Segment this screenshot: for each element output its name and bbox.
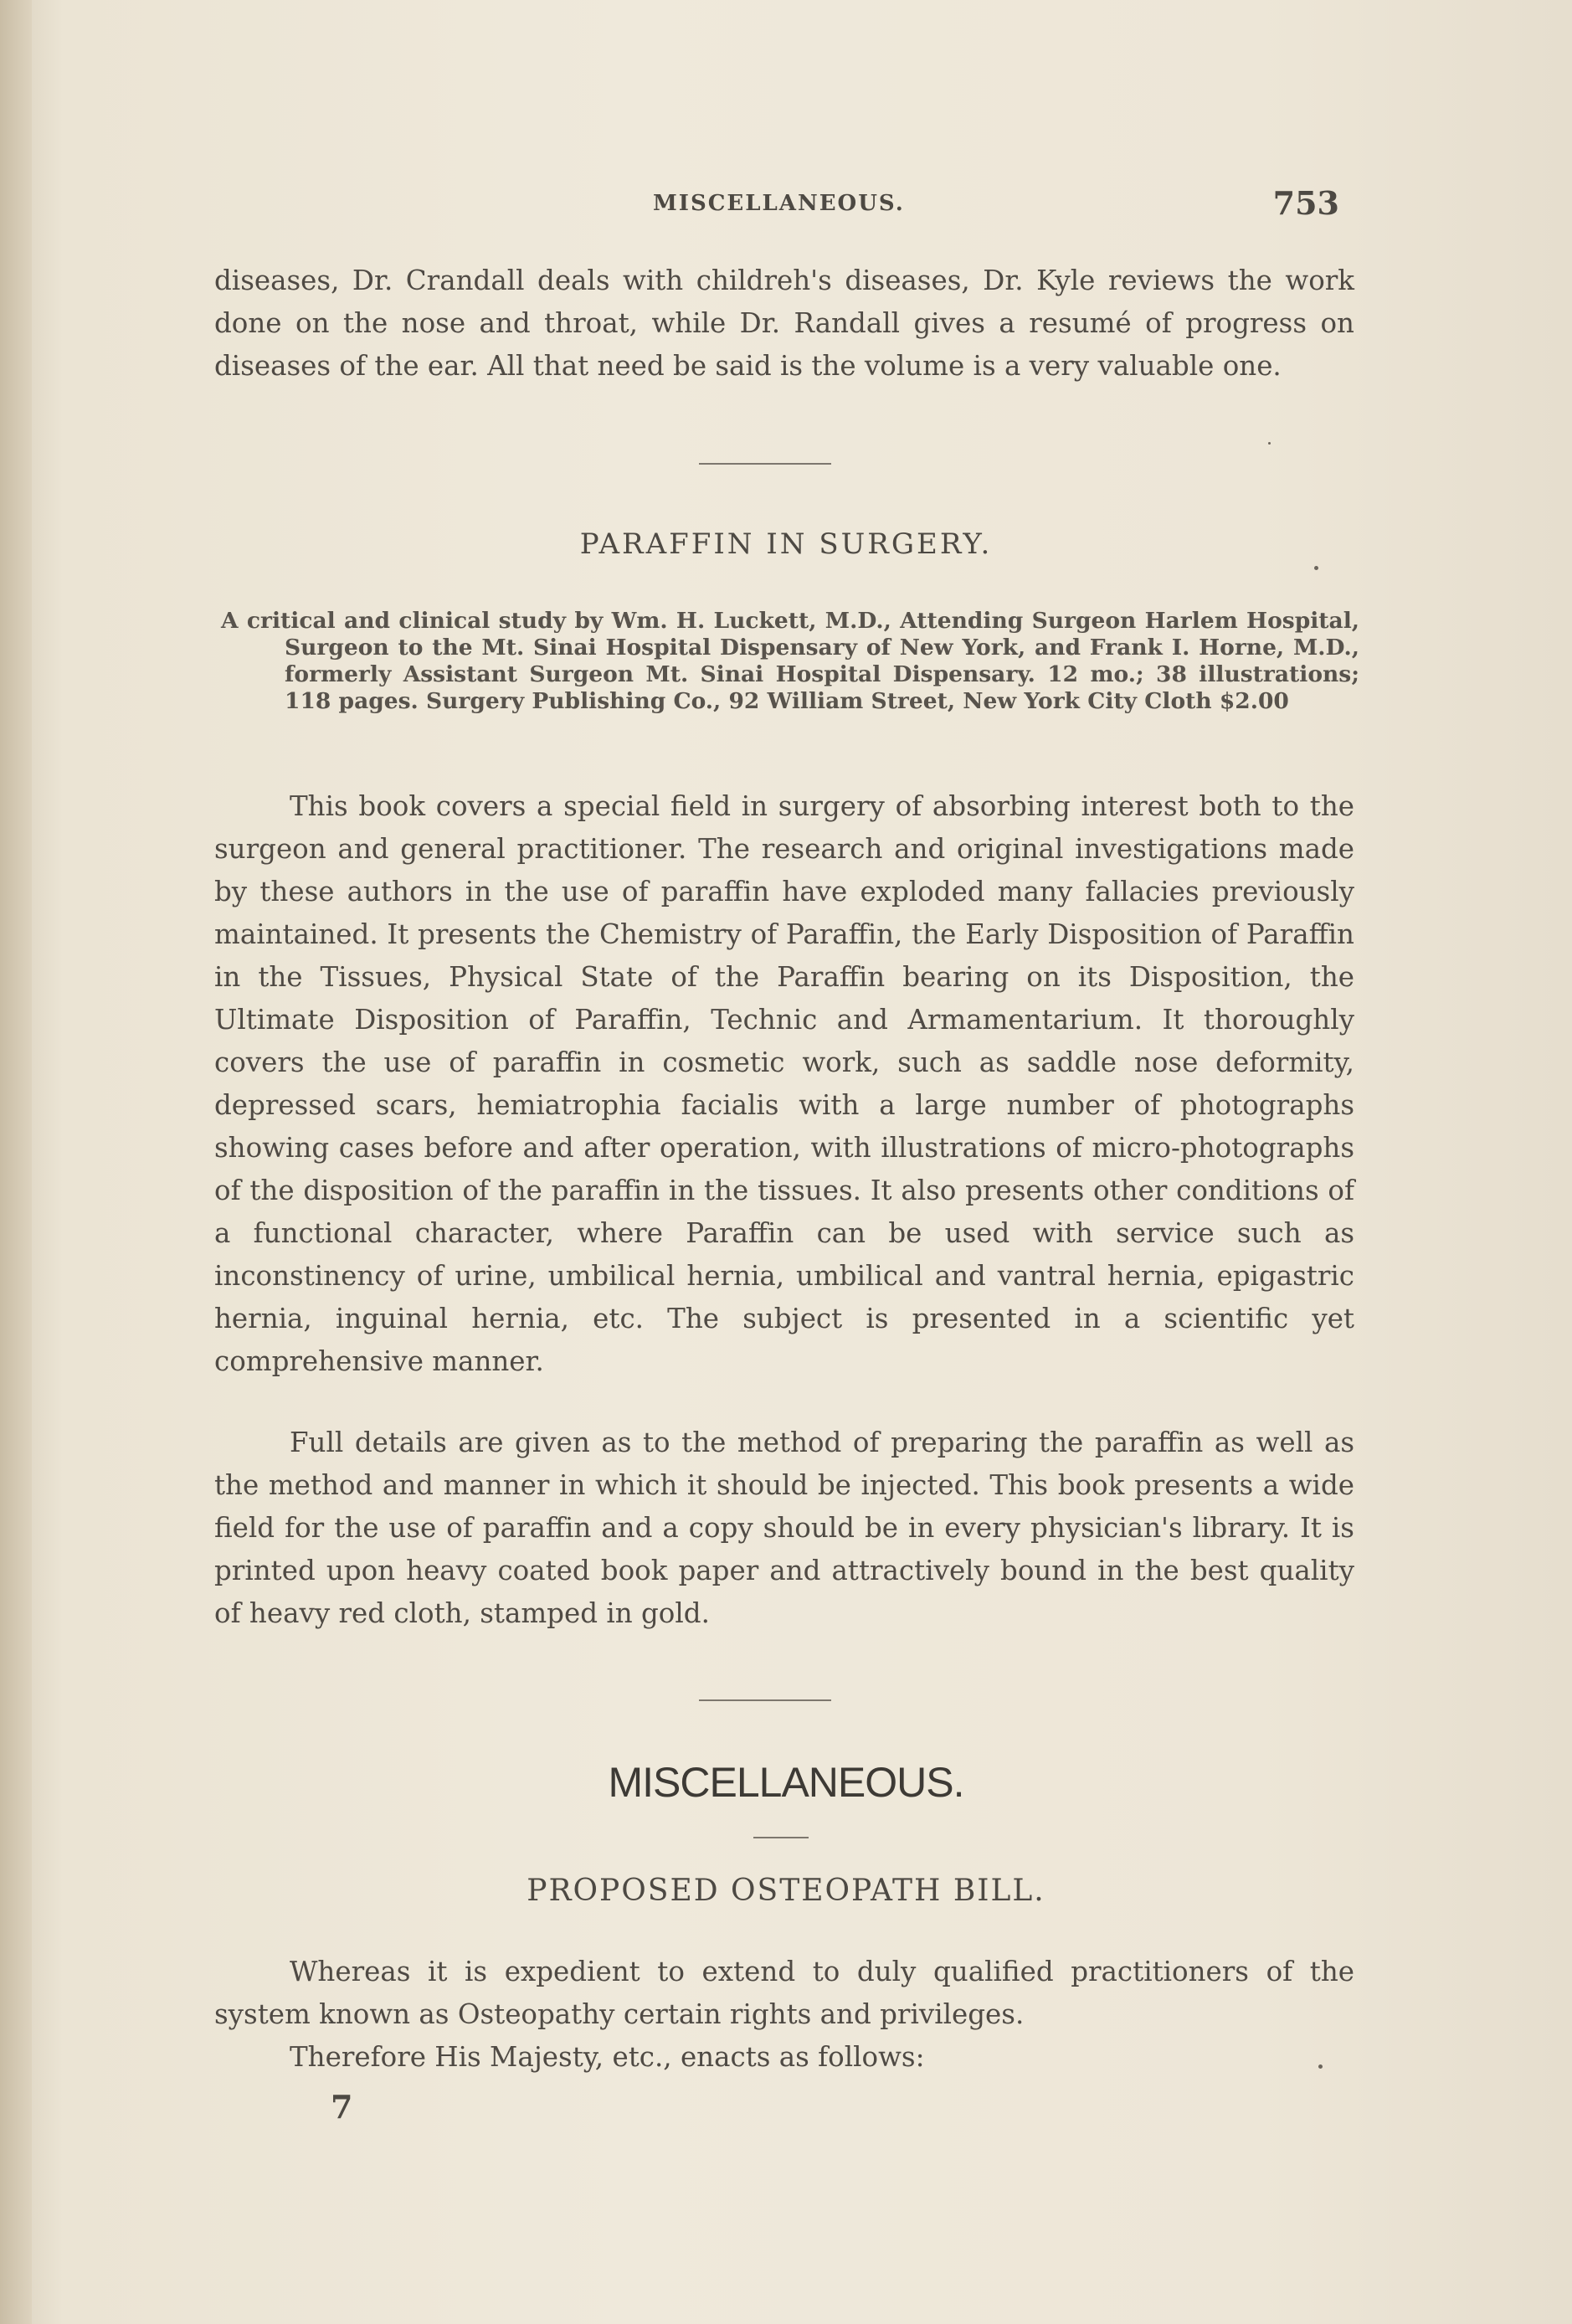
- signature-mark: 7: [331, 2088, 353, 2126]
- section-divider: [699, 1699, 831, 1701]
- section-divider: [699, 463, 831, 465]
- page-number: 753: [1272, 184, 1339, 222]
- intro-paragraph: diseases, Dr. Crandall deals with childreh's diseases, Dr. Kyle reviews the work done on the nose and throat, while Dr. Randall gives a resumé of progress on diseases of the ear. All that need be said is the volume is a very valuable one.: [214, 265, 1354, 382]
- running-head: MISCELLANEOUS.: [653, 191, 905, 216]
- review-paragraph-2: Full details are given as to the method of preparing the paraffin as well as the method and manner in which it should be injected. This book presents a wide field for the use of paraffin and a copy should be in every physician's library. It is printed upon heavy coated book paper and attractively bound in the best quality of heavy red cloth, stamped in gold.: [214, 1427, 1354, 1629]
- page-gutter: [0, 0, 32, 2324]
- miscellaneous-heading: MISCELLANEOUS.: [608, 1759, 964, 1806]
- bill-paragraph-1: Whereas it is expedient to extend to duly qualified practitioners of the system known as Osteopathy certain rights and privileges.: [214, 1956, 1354, 2030]
- paper-speck: [1268, 442, 1271, 445]
- paper-speck: [1314, 566, 1318, 570]
- paper-speck: [1318, 2064, 1323, 2069]
- bill-title: PROPOSED OSTEOPATH BILL.: [527, 1874, 1045, 1908]
- heading-underline: [753, 1837, 809, 1838]
- paraffin-review-title: PARAFFIN IN SURGERY.: [579, 527, 993, 561]
- page-header: [653, 184, 1339, 226]
- book-citation: A critical and clinical study by Wm. H. Luckett, M.D., Attending Surgeon Harlem Hospital, Surgeon to the Mt. Sinai Hospital Dispensary of New York, and Frank I. Horne, M.D., formerly Assistant Surgeon Mt. Sinai Hospital Dispensary. 12 mo.; 38 illustrations; 118 pages. Surgery Publishing Co., 92 William Street, New York City Cloth $2.00: [221, 608, 1359, 714]
- review-paragraph-1: This book covers a special field in surgery of absorbing interest both to the surgeon and general practitioner. The research and original investigations made by these authors in the use of paraffin have exploded many fallacies previously maintained. It presents the Chemistry of Paraffin, the Early Disposition of Paraffin in the Tissues, Physical State of the Paraffin bearing on its Disposition, the Ultimate Disposition of Paraffin, Technic and Armamentarium. It thoroughly covers the use of paraffin in cosmetic work, such as saddle nose deformity, depressed scars, hemiatrophia facialis with a large number of photographs showing cases before and after operation, with illustrations of micro-photographs of the disposition of the paraffin in the tissues. It also presents other conditions of a functional character, where Paraffin can be used with service such as inconstinency of urine, umbilical hernia, umbilical and vantral hernia, epigastric hernia, inguinal hernia, etc. The subject is presented in a scientific yet comprehensive manner.: [214, 790, 1354, 1377]
- bill-paragraph-2: Therefore His Majesty, etc., enacts as follows:: [290, 2041, 925, 2073]
